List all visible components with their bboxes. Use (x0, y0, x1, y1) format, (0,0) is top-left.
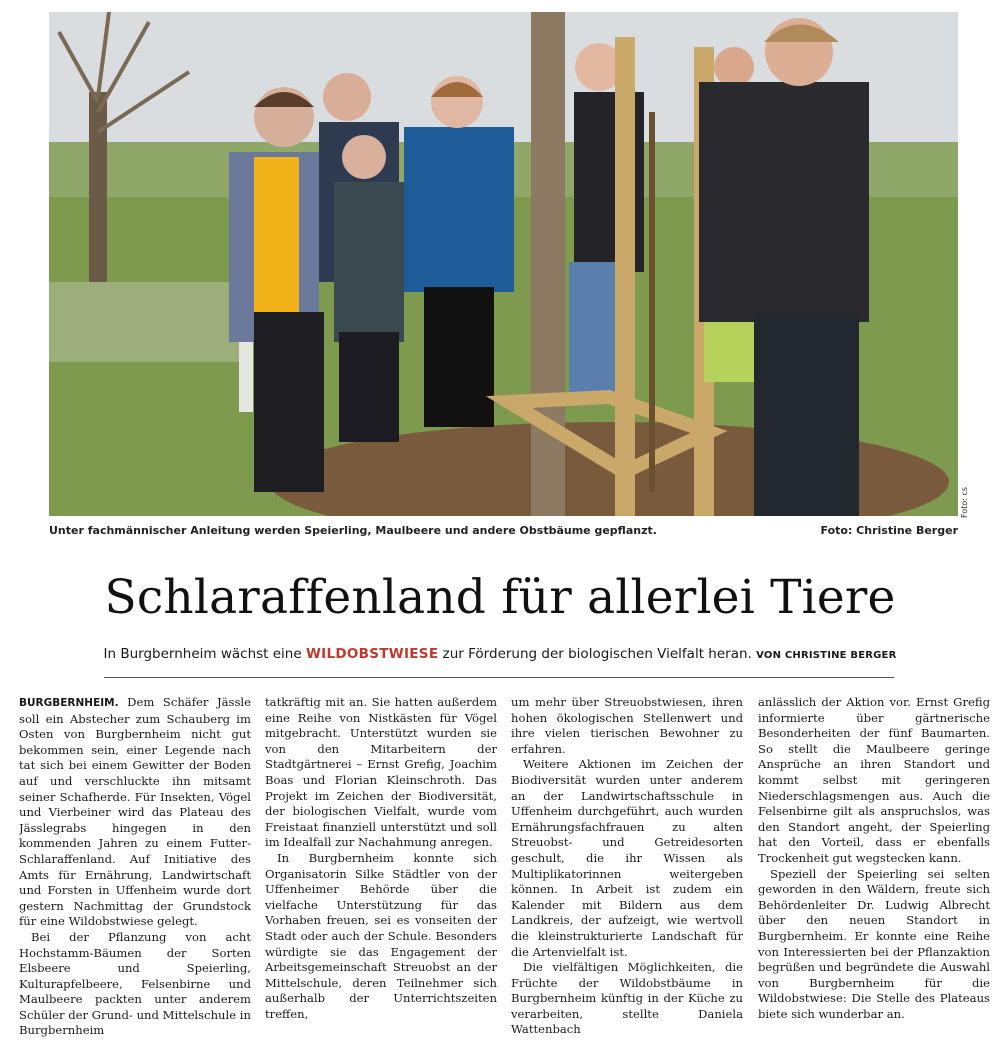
paragraph-text: Dem Schäfer Jässle soll ein Abstecher zum Schauberg im Osten von Burgbernheim nicht gut bekommen sein, einer Legende nach tat sich bei einem Gewitter der Boden auf und verschluckte ihn mitsamt seiner Schafherde. Für Insekten, Vögel und Vierbeiner wird das Plateau des Jässlegrabs hingegen in den kommenden Jahren zu einem Futter-Schlaraffenland. Auf Initiative des Amts für Ernährung, Landwirtschaft und Forsten in Uffenheim wurde dort gestern Nachmittag der Grundstock für eine Wildobstwiese gelegt. (19, 695, 251, 929)
photo-caption-row (49, 520, 958, 540)
article-column-3 (511, 695, 743, 1047)
paragraph: Speziell der Speierling sei selten geworden in den Wäldern, freute sich Behördenleiter Dr. Ludwig Albrecht über den neuen Standort in Burgbernheim. Er konnte eine Reihe von Interessierten bei der Pflanzaktion begrüßen und begründete die Auswahl von Burgbernheim für die Wildobstwiese: Die Stelle des Plateaus biete sich wunderbar an. (758, 866, 990, 1021)
paragraph: tatkräftig mit an. Sie hatten außerdem eine Reihe von Nistkästen für Vögel mitgebracht. Unterstützt wurden sie von den Mitarbeitern der Stadtgärtnerei – Ernst Grefig, Joachim Boas und Florian Kleinschroth. Das Projekt im Zeichen der Biodiversität, der biologischen Vielfalt, wurde vom Freistaat finanziell unterstützt und soll im Idealfall zur Nachahmung anregen. (265, 695, 497, 850)
subline-before: In Burgbernheim wächst eine (103, 646, 302, 662)
photo-scene (49, 12, 958, 516)
photo-credit: Foto: Christine Berger (820, 523, 958, 537)
paragraph: anlässlich der Aktion vor. Ernst Grefig informierte über gärtnerische Besonderheiten der fünf Baumarten. So stellt die Maulbeere geringe Ansprüche an ihren Standort und kommt selbst mit geringeren Niederschlagsmengen aus. Auch die Felsenbirne gilt als anspruchslos, was den Standort angeht, der Speierling hat den Vorteil, dass er ebenfalls Trockenheit gut wegstecken kann. (758, 695, 990, 865)
photo-credit-vertical: Foto: cs (960, 486, 969, 518)
paragraph: Die vielfältigen Möglichkeiten, die Früchte der Wildobstbäume in Burgbernheim künftig in der Küche zu verarbeiten, stellte Daniela Wattenbach (511, 960, 743, 1037)
paragraph: Weitere Aktionen im Zeichen der Biodiversität wurden unter anderem an der Landwirtschaftsschule in Uffenheim durchgeführt, auch wurden Ernährungsfachfrauen zu alten Streuobst- und Getreidesorten geschult, die ihr Wissen als Multiplikatorinnen weitergeben können. In Arbeit ist zudem ein Kalender mit Bildern aus dem Landkreis, der aufzeigt, wie wertvoll die kleinstrukturierte Landschaft für die Artenvielfalt ist. (511, 757, 743, 959)
subline-keyword: WILDOBSTWIESE (305, 646, 439, 662)
headline: Schlaraffenland für allerlei Tiere (104, 570, 896, 625)
paragraph: In Burgbernheim konnte sich Organisatorin Silke Städtler von der Uffenheimer Behörde über die vielfache Unterstützung für das Vorhaben freuen, sei es vonseiten der Stadt oder auch der Schule. Besonders würdigte sie das Engagement der Arbeitsgemeinschaft Streuobst an der Mittelschule, deren Teilnehmer sich außerhalb der Unterrichtszeiten treffen, (265, 850, 497, 1021)
dateline: BURGBERNHEIM. (19, 697, 119, 709)
subline-after: zur Förderung der biologischen Vielfalt heran. (442, 646, 752, 662)
article-column-4 (758, 695, 990, 1047)
article-column-1 (19, 695, 251, 1047)
article-column-2 (265, 695, 497, 1047)
article-photo (49, 12, 958, 516)
photo-caption: Unter fachmännischer Anleitung werden Speierling, Maulbeere und andere Obstbäume gepflanzt. (49, 523, 657, 537)
paragraph (19, 695, 251, 930)
paragraph: um mehr über Streuobstwiesen, ihren hohen ökologischen Stellenwert und ihre vielen tierischen Bewohner zu erfahren. (511, 695, 743, 756)
paragraph: Bei der Pflanzung von acht Hochstamm-Bäumen der Sorten Elsbeere und Speierling, Kulturapfelbeere, Felsenbirne und Maulbeere packten unter anderem Schüler der Grund- und Mittelschule in Burgbernheim (19, 929, 251, 1038)
byline: VON CHRISTINE BERGER (756, 650, 897, 661)
subline (0, 643, 1000, 665)
divider (104, 677, 894, 678)
